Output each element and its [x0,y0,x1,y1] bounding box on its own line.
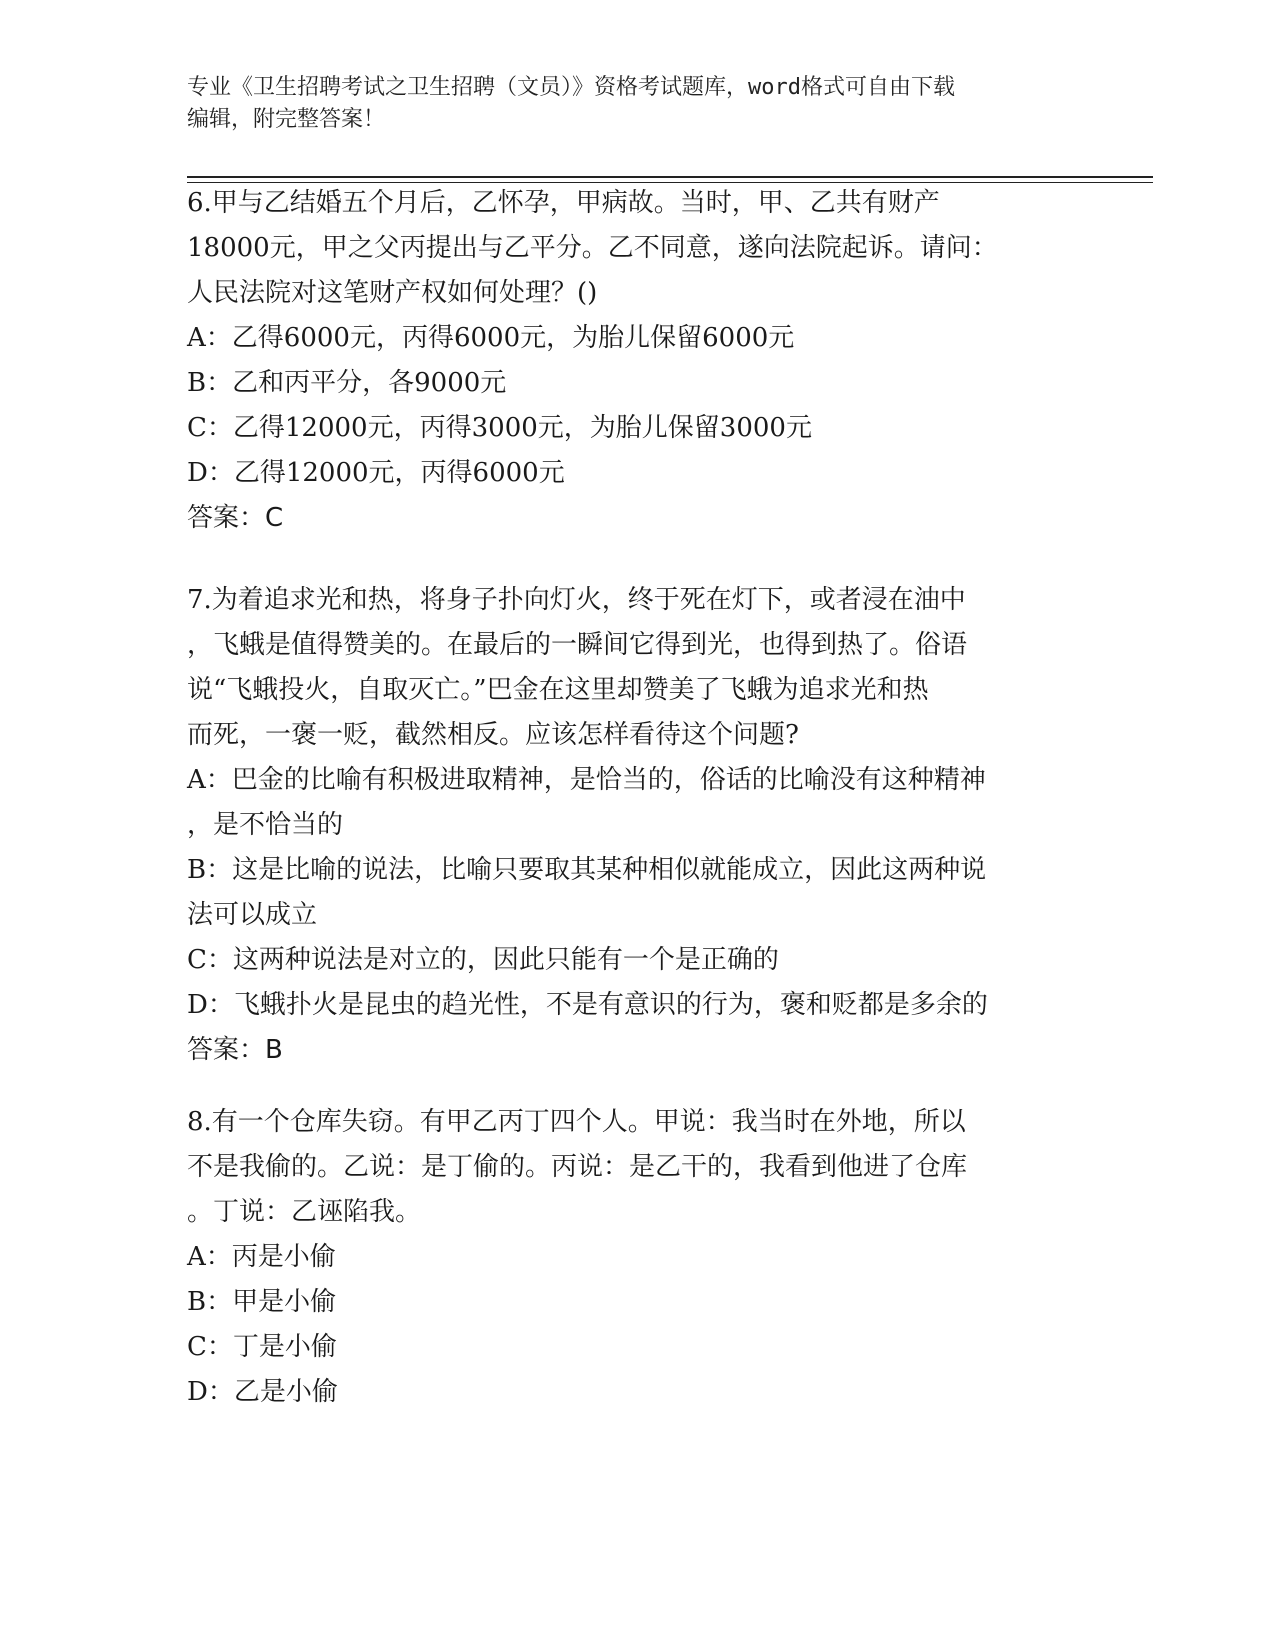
header-divider [187,176,1153,178]
document-header [187,72,1087,136]
option-a: A：丙是小偷 [187,1242,336,1272]
option-a: A：巴金的比喻有积极进取精神，是恰当的，俗话的比喻没有这种精神 [187,765,986,795]
option-b: B：甲是小偷 [187,1287,337,1317]
option-d: D：乙得12000元，丙得6000元 [187,458,565,488]
question-stem-line: 不是我偷的。乙说：是丁偷的。丙说：是乙干的，我看到他进了仓库 [187,1152,968,1182]
question-stem-line: 18000元，甲之父丙提出与乙平分。乙不同意，遂向法院起诉。请问： [187,233,998,263]
option-d: D：乙是小偷 [187,1377,338,1407]
option-d: D：飞蛾扑火是昆虫的趋光性，不是有意识的行为，褒和贬都是多余的 [187,990,988,1020]
option-a: A：乙得6000元，丙得6000元，为胎儿保留6000元 [187,323,795,353]
question-stem-line: 人民法院对这笔财产权如何处理？() [187,278,598,308]
option-c: C：丁是小偷 [187,1332,337,1362]
question-6 [187,181,1087,541]
question-stem-line: 而死，一褒一贬，截然相反。应该怎样看待这个问题? [187,720,799,750]
question-stem-line: ，飞蛾是值得赞美的。在最后的一瞬间它得到光，也得到热了。俗语 [187,630,968,660]
question-8 [187,1100,1087,1415]
option-c: C：乙得12000元，丙得3000元，为胎儿保留3000元 [187,413,812,443]
question-stem-line: 8.有一个仓库失窃。有甲乙丙丁四个人。甲说：我当时在外地，所以 [187,1107,966,1137]
question-7 [187,578,1087,1073]
question-stem-line: 6.甲与乙结婚五个月后，乙怀孕，甲病故。当时，甲、乙共有财产 [187,188,940,218]
answer-label: 答案：C [187,503,284,533]
option-b: B：这是比喻的说法，比喻只要取其某种相似就能成立，因此这两种说 [187,855,987,885]
answer-label: 答案：B [187,1035,283,1065]
option-b-continued: 法可以成立 [187,900,318,930]
header-line: 编辑，附完整答案！ [187,107,386,132]
question-stem-line: 说“飞蛾投火，自取灭亡。”巴金在这里却赞美了飞蛾为追求光和热 [187,675,929,705]
option-c: C：这两种说法是对立的，因此只能有一个是正确的 [187,945,779,975]
header-line: 专业《卫生招聘考试之卫生招聘（文员）》资格考试题库，word格式可自由下载 [187,75,955,100]
option-b: B：乙和丙平分，各9000元 [187,368,507,398]
question-stem-line: 。丁说：乙诬陷我。 [187,1197,422,1227]
option-a-continued: ，是不恰当的 [187,810,344,840]
question-stem-line: 7.为着追求光和热，将身子扑向灯火，终于死在灯下，或者浸在油中 [187,585,966,615]
